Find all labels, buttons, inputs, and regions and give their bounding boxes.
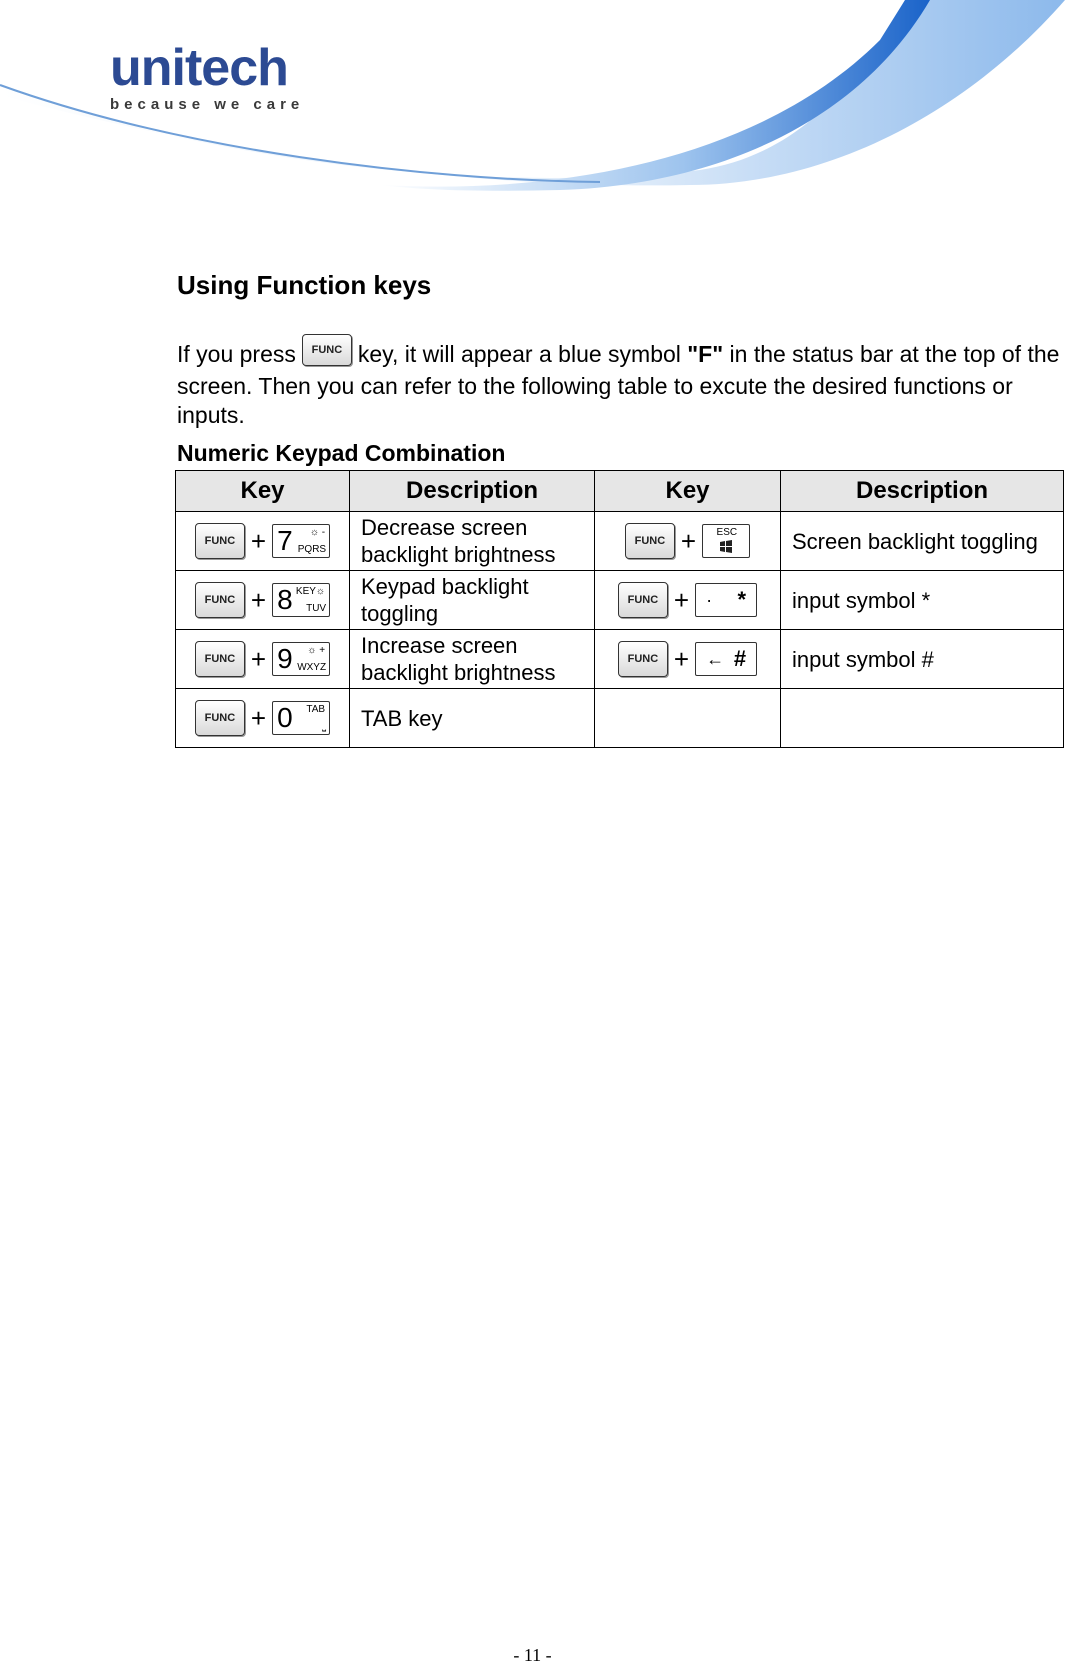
intro-text-3: in the status bar at the top of the screen. Then you can refer to the following table to excute the desired functions or inputs.: [177, 341, 1060, 428]
empty-cell: [595, 689, 781, 748]
table-row: [176, 571, 1064, 630]
logo-word: unitech: [110, 39, 288, 97]
plus-sign: +: [250, 643, 267, 674]
func-key-icon: FUNC: [618, 582, 668, 618]
header-key: Key: [595, 471, 781, 512]
func-key-icon: FUNC: [195, 700, 245, 736]
key-9-icon: 9 ☼ + WXYZ: [272, 642, 330, 676]
key-combo-cell: [595, 630, 781, 689]
description-cell: Decrease screen backlight brightness: [350, 512, 595, 571]
hash-key-icon: ← #: [695, 642, 757, 676]
plus-sign: +: [250, 584, 267, 615]
key-8-icon: 8 KEY☼ TUV: [272, 583, 330, 617]
table-row: [176, 689, 1064, 748]
page-number: - 11 -: [513, 1645, 552, 1665]
windows-icon: [719, 540, 733, 554]
func-key-icon: FUNC: [302, 334, 352, 366]
key-combo-cell: [176, 630, 350, 689]
plus-sign: +: [250, 525, 267, 556]
description-cell: TAB key: [350, 689, 595, 748]
table-header-row: [176, 471, 1064, 512]
table-title: Numeric Keypad Combination: [177, 440, 506, 466]
intro-text-1: If you press: [177, 341, 296, 368]
description-cell: input symbol *: [781, 571, 1064, 630]
func-key-icon: FUNC: [195, 582, 245, 618]
func-key-icon: FUNC: [625, 523, 675, 559]
empty-cell: [781, 689, 1064, 748]
key-0-icon: 0 TAB ⎵: [272, 701, 330, 735]
key-combo-cell: [595, 571, 781, 630]
key-combo-cell: [176, 571, 350, 630]
logo-tagline: because we care: [110, 96, 305, 113]
section-title: Using Function keys: [177, 270, 432, 300]
plus-sign: +: [673, 643, 690, 674]
intro-text-2: key, it will appear a blue symbol: [357, 341, 681, 368]
table-row: [176, 630, 1064, 689]
key-combo-cell: [595, 512, 781, 571]
func-key-icon: FUNC: [195, 641, 245, 677]
esc-windows-key-icon: ESC: [702, 524, 750, 558]
unitech-logo: [110, 39, 305, 113]
description-cell: Keypad backlight toggling: [350, 571, 595, 630]
plus-sign: +: [673, 584, 690, 615]
f-symbol: "F": [687, 341, 724, 368]
header-description: Description: [781, 471, 1064, 512]
func-key-icon: FUNC: [618, 641, 668, 677]
header-key: Key: [176, 471, 350, 512]
key-7-icon: 7 ☼ - PQRS: [272, 524, 330, 558]
key-combo-cell: [176, 689, 350, 748]
star-key-icon: · *: [695, 583, 757, 617]
func-key-icon: FUNC: [195, 523, 245, 559]
plus-sign: +: [250, 702, 267, 733]
combination-table: [175, 470, 1064, 748]
key-combo-cell: [176, 512, 350, 571]
header-description: Description: [350, 471, 595, 512]
description-cell: input symbol #: [781, 630, 1064, 689]
description-cell: Screen backlight toggling: [781, 512, 1064, 571]
plus-sign: +: [680, 525, 697, 556]
intro-paragraph: [177, 340, 1062, 430]
table-row: [176, 512, 1064, 571]
description-cell: Increase screen backlight brightness: [350, 630, 595, 689]
